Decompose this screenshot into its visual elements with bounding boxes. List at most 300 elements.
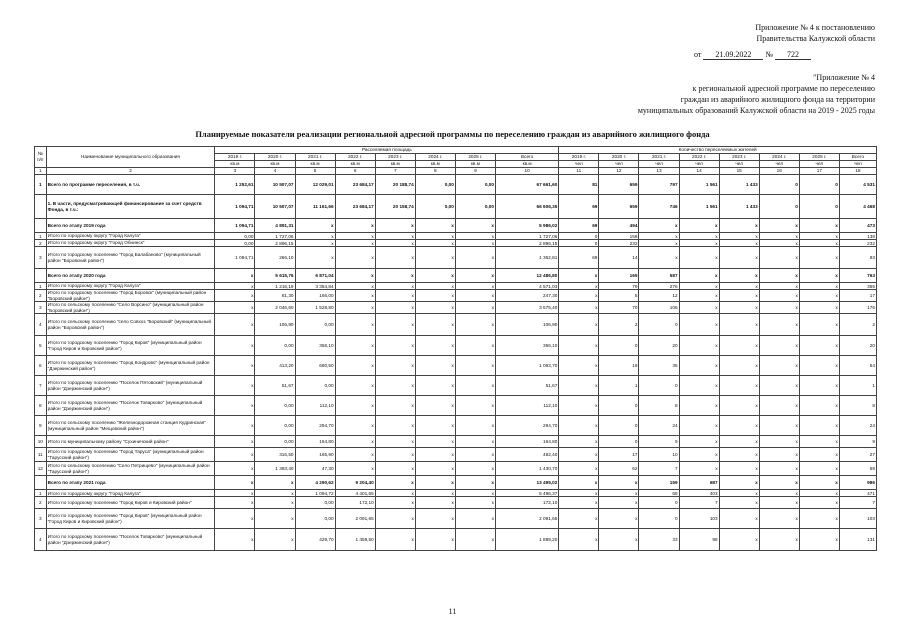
row-value: 232 bbox=[839, 240, 876, 247]
row-value: 112,10 bbox=[295, 396, 335, 416]
column-number: 9 bbox=[455, 168, 495, 175]
row-value: 0,00 bbox=[295, 509, 335, 529]
row-value: x bbox=[559, 462, 599, 476]
column-number: 2 bbox=[46, 168, 215, 175]
row-value: x bbox=[295, 240, 335, 247]
row-value: x bbox=[719, 416, 759, 436]
row-value: x bbox=[799, 462, 839, 476]
row-value: x bbox=[455, 356, 495, 376]
row-value: 13 495,02 bbox=[495, 476, 558, 490]
row-value: 176 bbox=[839, 302, 876, 314]
row-value: x bbox=[559, 509, 599, 529]
row-value: 0 bbox=[639, 376, 679, 396]
table-row bbox=[35, 302, 877, 314]
row-value: 0 bbox=[599, 396, 639, 416]
row-value: 103 bbox=[679, 509, 719, 529]
row-value: 9 bbox=[839, 436, 876, 448]
row-value: 9 bbox=[639, 436, 679, 448]
row-value: 62 bbox=[599, 462, 639, 476]
row-value: x bbox=[415, 448, 455, 462]
row-value: x bbox=[679, 283, 719, 290]
row-number: 6 bbox=[35, 356, 47, 376]
row-value: 138 bbox=[839, 233, 876, 240]
row-value: x bbox=[799, 529, 839, 551]
row-value: 33 bbox=[639, 529, 679, 551]
table-row bbox=[35, 336, 877, 356]
unit-header: кв.м bbox=[455, 161, 495, 168]
header-line-2: Правительства Калужской области bbox=[756, 34, 875, 43]
row-value: x bbox=[255, 490, 295, 497]
row-value: x bbox=[719, 529, 759, 551]
row-value: x bbox=[679, 302, 719, 314]
table-row bbox=[35, 269, 877, 283]
row-number: 2 bbox=[35, 497, 47, 509]
row-value: 0 bbox=[639, 509, 679, 529]
row-value: 2 896,15 bbox=[255, 240, 295, 247]
row-value: 0 bbox=[639, 497, 679, 509]
row-value: x bbox=[719, 283, 759, 290]
table-row bbox=[35, 396, 877, 416]
row-value: x bbox=[799, 497, 839, 509]
row-name: Итого по городскому поселению "Город Балабаново" (муниципальный район "Боровский район") bbox=[46, 247, 215, 269]
row-value: 0,00 bbox=[455, 195, 495, 219]
row-name: Всего по этапу 2020 года bbox=[46, 269, 215, 283]
appendix-header: "Приложение № 4 к региональной адресной программе по переселению граждан из аварийного жилищного фонда на территории муниципальных образований Калужской области на 2019 - 2025 годы bbox=[637, 73, 875, 115]
row-value: 68 bbox=[639, 490, 679, 497]
row-value: x bbox=[799, 509, 839, 529]
row-value: x bbox=[799, 356, 839, 376]
row-value: x bbox=[759, 376, 799, 396]
row-value: x bbox=[799, 490, 839, 497]
row-value: 10 bbox=[639, 448, 679, 462]
row-value: 1 216,19 bbox=[255, 283, 295, 290]
row-value: x bbox=[415, 376, 455, 396]
row-value: x bbox=[639, 247, 679, 269]
row-number: 1 bbox=[35, 233, 47, 240]
row-value: x bbox=[799, 476, 839, 490]
col-num-header: № п/п bbox=[35, 147, 47, 168]
total-header: Всего bbox=[839, 154, 876, 161]
row-value: x bbox=[375, 476, 415, 490]
column-number: 4 bbox=[255, 168, 295, 175]
row-value: x bbox=[335, 396, 375, 416]
row-value: x bbox=[599, 509, 639, 529]
row-value: x bbox=[455, 269, 495, 283]
row-value: 23 684,17 bbox=[335, 195, 375, 219]
row-value: x bbox=[639, 219, 679, 233]
row-name: Всего по этапу 2019 года bbox=[46, 219, 215, 233]
row-value: 0 bbox=[559, 240, 599, 247]
table-row bbox=[35, 195, 877, 219]
row-value: x bbox=[559, 356, 599, 376]
row-value: 0,00 bbox=[255, 416, 295, 436]
row-value: x bbox=[719, 356, 759, 376]
row-value: x bbox=[335, 269, 375, 283]
column-number: 10 bbox=[495, 168, 558, 175]
row-value: 5 bbox=[599, 290, 639, 302]
row-value: 0,00 bbox=[415, 175, 455, 195]
row-value: x bbox=[415, 490, 455, 497]
row-value: x bbox=[719, 462, 759, 476]
row-value: x bbox=[415, 233, 455, 240]
row-value: 0 bbox=[799, 175, 839, 195]
row-value: x bbox=[375, 240, 415, 247]
row-value: 47,30 bbox=[295, 462, 335, 476]
row-value: 69 bbox=[559, 195, 599, 219]
row-value: 247,30 bbox=[495, 290, 558, 302]
row-value: x bbox=[639, 240, 679, 247]
row-name: 1. В части, предусматривающей финансирование за счет средств Фонда, в т.ч.: bbox=[46, 195, 215, 219]
row-value: x bbox=[679, 448, 719, 462]
row-name: Итого по муниципальному району "Сухиничский район" bbox=[46, 436, 215, 448]
row-value: x bbox=[799, 290, 839, 302]
row-value: x bbox=[215, 448, 255, 462]
row-value: 0,00 bbox=[215, 233, 255, 240]
row-value: 0,00 bbox=[415, 195, 455, 219]
year-header: 2024 г. bbox=[415, 154, 455, 161]
year-header: 2023 г. bbox=[375, 154, 415, 161]
row-value: 587 bbox=[639, 269, 679, 283]
row-value: 20 bbox=[639, 336, 679, 356]
table-row bbox=[35, 247, 877, 269]
row-number bbox=[35, 269, 47, 283]
row-value: x bbox=[759, 509, 799, 529]
row-value: x bbox=[215, 302, 255, 314]
row-value: x bbox=[559, 283, 599, 290]
row-value: x bbox=[255, 529, 295, 551]
row-value: 1 561 bbox=[679, 195, 719, 219]
column-number: 16 bbox=[759, 168, 799, 175]
row-value: 11 161,66 bbox=[295, 195, 335, 219]
unit-header: кв.м bbox=[495, 161, 558, 168]
row-value: 172,10 bbox=[495, 497, 558, 509]
row-value: 12 029,01 bbox=[295, 175, 335, 195]
row-value: 413,20 bbox=[255, 356, 295, 376]
row-value: 1 433 bbox=[719, 195, 759, 219]
header-line-1: Приложение № 4 к постановлению bbox=[755, 23, 875, 32]
row-name: Всего по этапу 2021 года bbox=[46, 476, 215, 490]
row-value: x bbox=[759, 462, 799, 476]
row-value: 131 bbox=[839, 529, 876, 551]
row-value: 1 727,06 bbox=[495, 233, 558, 240]
row-value: x bbox=[215, 336, 255, 356]
year-header: 2020 г. bbox=[255, 154, 295, 161]
table-row bbox=[35, 376, 877, 396]
row-value: 5 496,37 bbox=[495, 490, 558, 497]
row-value: x bbox=[679, 396, 719, 416]
table-row bbox=[35, 490, 877, 497]
row-value: 17 bbox=[839, 290, 876, 302]
row-value: 83 bbox=[839, 247, 876, 269]
row-value: x bbox=[719, 490, 759, 497]
row-value: x bbox=[415, 529, 455, 551]
year-header: 2021 г. bbox=[639, 154, 679, 161]
row-value: 266,10 bbox=[255, 247, 295, 269]
table-row bbox=[35, 416, 877, 436]
row-value: 159 bbox=[639, 476, 679, 490]
row-value: 7 bbox=[679, 497, 719, 509]
row-value: x bbox=[335, 283, 375, 290]
row-value: x bbox=[799, 233, 839, 240]
row-value: 2 bbox=[839, 314, 876, 336]
unit-header: кв.м bbox=[295, 161, 335, 168]
row-value: x bbox=[799, 219, 839, 233]
row-value: x bbox=[335, 302, 375, 314]
row-value: x bbox=[335, 416, 375, 436]
row-value: 0,00 bbox=[455, 175, 495, 195]
row-value: x bbox=[215, 529, 255, 551]
row-value: x bbox=[759, 336, 799, 356]
row-value: x bbox=[759, 290, 799, 302]
row-number: 2 bbox=[35, 240, 47, 247]
row-value: 0,00 bbox=[295, 497, 335, 509]
year-header: 2020 г. bbox=[599, 154, 639, 161]
row-value: 3 575,40 bbox=[495, 302, 558, 314]
table-row bbox=[35, 219, 877, 233]
row-value: 165,90 bbox=[295, 448, 335, 462]
row-value: 0 bbox=[639, 314, 679, 336]
row-value: 0,00 bbox=[295, 314, 335, 336]
row-value: 0 bbox=[599, 436, 639, 448]
column-number: 18 bbox=[839, 168, 876, 175]
row-value: 10 507,07 bbox=[255, 175, 295, 195]
row-value: x bbox=[415, 509, 455, 529]
row-value: x bbox=[415, 462, 455, 476]
row-value: x bbox=[335, 290, 375, 302]
row-value: x bbox=[415, 302, 455, 314]
row-value: x bbox=[719, 302, 759, 314]
decree-date: 21.09.2022 bbox=[703, 50, 763, 60]
row-value: x bbox=[759, 269, 799, 283]
table-row bbox=[35, 290, 877, 302]
row-value: x bbox=[759, 396, 799, 416]
row-value: x bbox=[335, 448, 375, 462]
column-number: 12 bbox=[599, 168, 639, 175]
row-name: Итого по городскому округу "Город Обнинск" bbox=[46, 240, 215, 247]
row-value: 51,67 bbox=[495, 376, 558, 396]
row-value: x bbox=[455, 448, 495, 462]
row-value: 0,00 bbox=[255, 336, 295, 356]
row-value: 9 204,40 bbox=[335, 476, 375, 490]
row-value: x bbox=[679, 376, 719, 396]
row-value: x bbox=[375, 302, 415, 314]
row-value: x bbox=[255, 497, 295, 509]
row-value: x bbox=[719, 396, 759, 416]
row-value: x bbox=[759, 497, 799, 509]
row-value: x bbox=[559, 476, 599, 490]
row-value: 4 571,03 bbox=[495, 283, 558, 290]
year-header: 2022 г. bbox=[679, 154, 719, 161]
row-value: x bbox=[759, 219, 799, 233]
row-value: x bbox=[455, 290, 495, 302]
row-value: x bbox=[335, 436, 375, 448]
row-value: 164,80 bbox=[295, 436, 335, 448]
row-value: x bbox=[455, 233, 495, 240]
row-value: 4 401,65 bbox=[335, 490, 375, 497]
row-number: 9 bbox=[35, 416, 47, 436]
row-value: x bbox=[215, 356, 255, 376]
row-value: x bbox=[415, 336, 455, 356]
row-value: x bbox=[375, 436, 415, 448]
row-value: 0 bbox=[559, 233, 599, 240]
row-value: 54 bbox=[839, 356, 876, 376]
row-value: x bbox=[559, 376, 599, 396]
row-value: x bbox=[415, 416, 455, 436]
row-value: x bbox=[679, 336, 719, 356]
row-number bbox=[35, 219, 47, 233]
row-value: 1 093,70 bbox=[495, 356, 558, 376]
row-value: x bbox=[375, 509, 415, 529]
row-name: Итого по городскому поселению "Город Боровск" (муниципальный район "Боровский район") bbox=[46, 290, 215, 302]
row-value: x bbox=[215, 416, 255, 436]
row-name: Итого по городскому округу "Город Калуга" bbox=[46, 233, 215, 240]
table-row bbox=[35, 314, 877, 336]
row-value: x bbox=[679, 462, 719, 476]
row-number: 11 bbox=[35, 448, 47, 462]
row-value: x bbox=[719, 290, 759, 302]
table-row bbox=[35, 462, 877, 476]
row-value: 0,00 bbox=[255, 396, 295, 416]
table-row bbox=[35, 509, 877, 529]
row-value: 166,00 bbox=[295, 290, 335, 302]
row-value: x bbox=[759, 302, 799, 314]
row-value: x bbox=[799, 283, 839, 290]
row-value: x bbox=[455, 476, 495, 490]
column-number: 13 bbox=[639, 168, 679, 175]
row-value: x bbox=[455, 219, 495, 233]
year-header: 2024 г. bbox=[759, 154, 799, 161]
row-value: x bbox=[719, 448, 759, 462]
row-value: 69 bbox=[839, 462, 876, 476]
row-value: x bbox=[679, 233, 719, 240]
row-value: 1 094,71 bbox=[215, 195, 255, 219]
row-value: 19 bbox=[599, 356, 639, 376]
row-value: 471 bbox=[839, 490, 876, 497]
row-value: 403 bbox=[679, 490, 719, 497]
document-title: Планируемые показатели реализации региональной адресной программы по переселению граждан из аварийного жилищного фонда bbox=[195, 129, 710, 139]
row-name: Итого по сельскому поселению "Село Ворсино" (муниципальный район "Боровский район") bbox=[46, 302, 215, 314]
row-value: x bbox=[335, 336, 375, 356]
row-value: x bbox=[719, 497, 759, 509]
row-name: Итого по городскому поселению "Город Киров" (муниципальный район "Город Киров и Кировский район") bbox=[46, 336, 215, 356]
row-value: 2 091,65 bbox=[495, 509, 558, 529]
unit-header: чел bbox=[839, 161, 876, 168]
row-value: 7 bbox=[639, 462, 679, 476]
row-value: x bbox=[719, 219, 759, 233]
row-value: 4 468 bbox=[839, 195, 876, 219]
row-value: x bbox=[215, 396, 255, 416]
column-number: 11 bbox=[559, 168, 599, 175]
row-value: 746 bbox=[639, 195, 679, 219]
row-value: x bbox=[335, 233, 375, 240]
row-value: x bbox=[559, 290, 599, 302]
row-value: 69 bbox=[559, 247, 599, 269]
row-value: x bbox=[455, 240, 495, 247]
year-header: 2025 г. bbox=[455, 154, 495, 161]
row-value: x bbox=[215, 490, 255, 497]
row-value: x bbox=[375, 233, 415, 240]
row-value: 2 046,60 bbox=[255, 302, 295, 314]
row-value: 8 bbox=[639, 396, 679, 416]
row-value: x bbox=[335, 462, 375, 476]
row-name: Итого по городскому поселению "Поселок Товарково" (муниципальный район "Дзержинский район") bbox=[46, 529, 215, 551]
row-value: 112,10 bbox=[495, 396, 558, 416]
row-value: x bbox=[599, 497, 639, 509]
row-value: x bbox=[799, 247, 839, 269]
row-value: 1 094,71 bbox=[215, 219, 255, 233]
table-row bbox=[35, 497, 877, 509]
unit-header: чел bbox=[759, 161, 799, 168]
row-name: Итого по городскому поселению "Поселок Пятовский" (муниципальный район "Дзержинский район") bbox=[46, 376, 215, 396]
row-value: x bbox=[679, 416, 719, 436]
row-value: x bbox=[759, 247, 799, 269]
row-name: Итого по городскому поселению "Город Киров и Кировский район" bbox=[46, 497, 215, 509]
row-value: x bbox=[799, 396, 839, 416]
row-value: x bbox=[375, 219, 415, 233]
row-value: x bbox=[375, 336, 415, 356]
row-value: 69 bbox=[559, 219, 599, 233]
row-value: x bbox=[679, 356, 719, 376]
row-value: 67 661,60 bbox=[495, 175, 558, 195]
row-value: x bbox=[679, 219, 719, 233]
table-row bbox=[35, 529, 877, 551]
unit-header: чел bbox=[719, 161, 759, 168]
row-value: x bbox=[215, 376, 255, 396]
column-number: 6 bbox=[335, 168, 375, 175]
year-header: 2019 г. bbox=[215, 154, 255, 161]
row-value: x bbox=[415, 476, 455, 490]
row-value: x bbox=[559, 269, 599, 283]
row-value: x bbox=[335, 376, 375, 396]
unit-header: кв.м bbox=[375, 161, 415, 168]
row-value: 8 bbox=[839, 396, 876, 416]
row-value: x bbox=[759, 448, 799, 462]
row-value: 1 383,40 bbox=[255, 462, 295, 476]
row-value: x bbox=[335, 247, 375, 269]
table-row bbox=[35, 240, 877, 247]
row-value: 24 bbox=[639, 416, 679, 436]
decree-number: 722 bbox=[775, 50, 811, 60]
column-number: 17 bbox=[799, 168, 839, 175]
row-value: 0 bbox=[599, 416, 639, 436]
row-value: x bbox=[799, 302, 839, 314]
row-value: x bbox=[415, 396, 455, 416]
unit-header: чел bbox=[679, 161, 719, 168]
row-value: x bbox=[719, 436, 759, 448]
row-value: x bbox=[559, 497, 599, 509]
row-value: x bbox=[455, 509, 495, 529]
row-value: x bbox=[455, 247, 495, 269]
row-number: 3 bbox=[35, 247, 47, 269]
row-value: 1 bbox=[839, 376, 876, 396]
row-value: x bbox=[759, 416, 799, 436]
column-number: 5 bbox=[295, 168, 335, 175]
row-value: x bbox=[215, 462, 255, 476]
row-value: x bbox=[599, 490, 639, 497]
row-number: 1 bbox=[35, 175, 47, 195]
row-value: x bbox=[759, 529, 799, 551]
row-value: x bbox=[215, 497, 255, 509]
row-value: 4 531 bbox=[839, 175, 876, 195]
row-value: 106,90 bbox=[255, 314, 295, 336]
row-value: x bbox=[559, 490, 599, 497]
row-value: x bbox=[335, 219, 375, 233]
row-value: 0 bbox=[599, 336, 639, 356]
row-value: x bbox=[559, 314, 599, 336]
document-header bbox=[755, 22, 875, 44]
row-value: 3 354,84 bbox=[295, 283, 335, 290]
row-value: x bbox=[375, 356, 415, 376]
